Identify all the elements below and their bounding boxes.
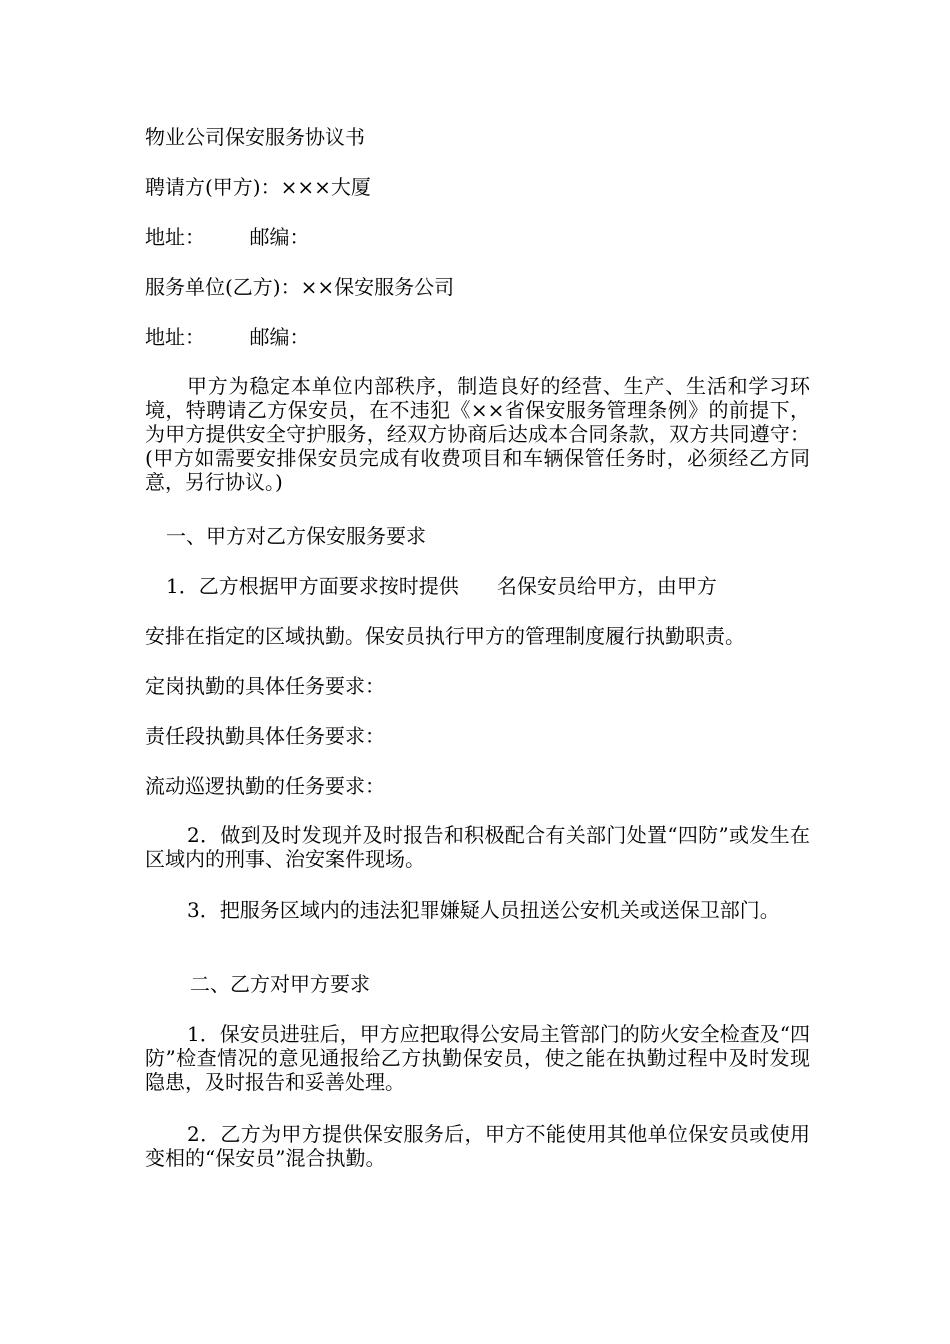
- section1-item1-line2: 安排在指定的区域执勤。保安员执行甲方的管理制度履行执勤职责。: [145, 624, 745, 648]
- section1-item1-line1: 1．乙方根据甲方面要求按时提供 名保安员给甲方，由甲方: [166, 574, 717, 598]
- patrol-duty-line: 流动巡逻执勤的任务要求：: [145, 774, 385, 798]
- section2-heading: 二、乙方对甲方要求: [190, 972, 370, 996]
- document-title: 物业公司保安服务协议书: [145, 125, 365, 149]
- preamble-paragraph: 甲方为稳定本单位内部秩序，制造良好的经营、生产、生活和学习环境，特聘请乙方保安员，在不违犯《××省保安服务管理条例》的前提下，为甲方提供安全守护服务，经双方协商后达成本合同条款，双方共同遵守：(甲方如需要安排保安员完成有收费项目和车辆保管任务时，必须经乙方同意，另行协议。): [145, 374, 810, 494]
- party-b-line: 服务单位(乙方)：××保安服务公司: [145, 275, 455, 299]
- party-a-address-line: 地址： 邮编：: [145, 225, 310, 249]
- party-b-address-line: 地址： 邮编：: [145, 325, 310, 349]
- section2-item1-paragraph: 1．保安员进驻后，甲方应把取得公安局主管部门的防火安全检查及“四防”检查情况的意见通报给乙方执勤保安员，使之能在执勤过程中及时发现隐患，及时报告和妥善处理。: [145, 1022, 810, 1094]
- section-duty-line: 责任段执勤具体任务要求：: [145, 724, 385, 748]
- section1-item2-paragraph: 2．做到及时发现并及时报告和积极配合有关部门处置“四防”或发生在区域内的刑事、治安案件现场。: [145, 823, 810, 871]
- party-a-line: 聘请方(甲方)：×××大厦: [145, 175, 371, 199]
- section2-item2-paragraph: 2．乙方为甲方提供保安服务后，甲方不能使用其他单位保安员或使用变相的“保安员”混合执勤。: [145, 1122, 810, 1170]
- section1-item3-paragraph: 3．把服务区域内的违法犯罪嫌疑人员扭送公安机关或送保卫部门。: [187, 898, 780, 922]
- section1-heading: 一、甲方对乙方保安服务要求: [166, 524, 426, 548]
- fixed-post-duty-line: 定岗执勤的具体任务要求：: [145, 674, 385, 698]
